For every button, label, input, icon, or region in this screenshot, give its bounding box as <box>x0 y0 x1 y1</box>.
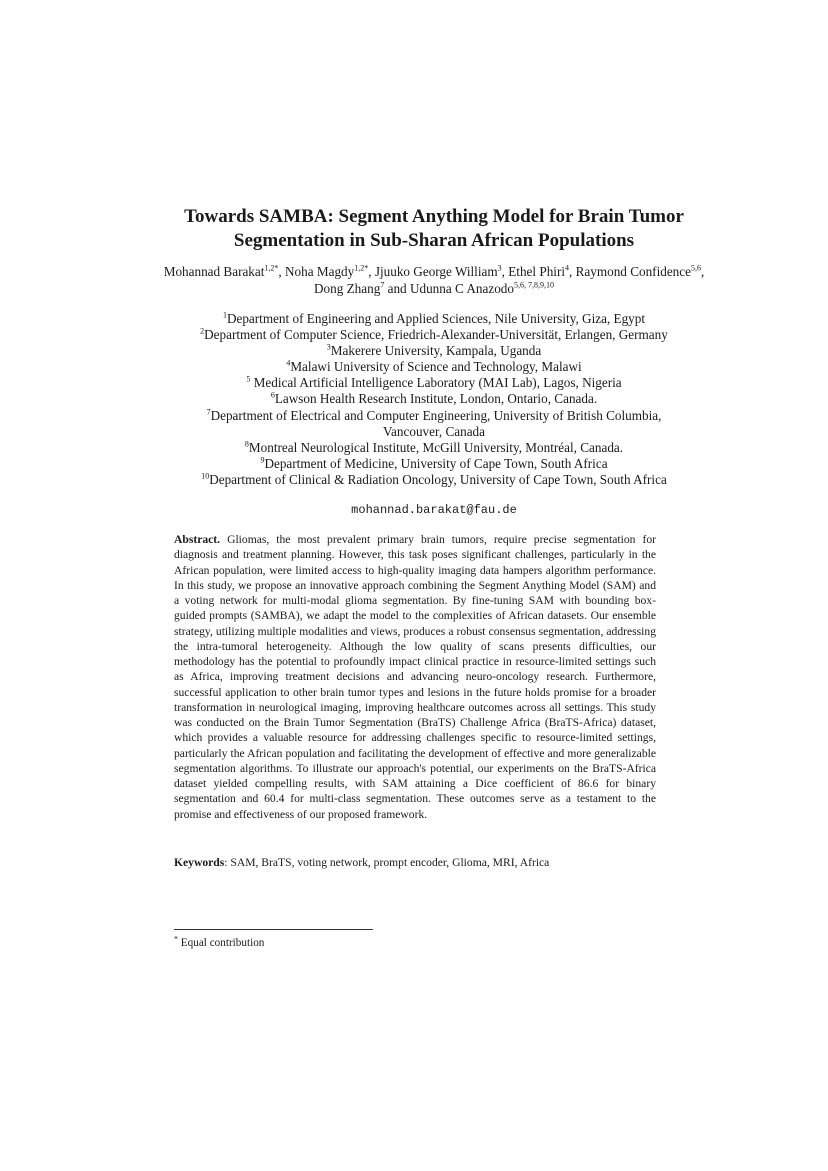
affiliation: $^4$Malawi University of Science and Technology, Malawi <box>286 358 582 375</box>
contact-email[interactable]: mohannad.barakat@fau.de <box>351 503 517 517</box>
keywords-text: : SAM, BraTS, voting network, prompt encoder, Glioma, MRI, Africa <box>224 856 550 869</box>
footnote-mark: * <box>174 934 178 944</box>
footnote-divider <box>174 929 373 930</box>
author-list <box>160 263 708 297</box>
footnote <box>174 936 264 950</box>
affiliation: $^5$ Medical Artificial Intelligence Laboratory (MAI Lab), Lagos, Nigeria <box>246 374 622 391</box>
affiliation: $^9$Department of Medicine, University of Cape Town, South Africa <box>260 455 608 471</box>
author: Dong Zhang$^7$ and <box>314 280 410 296</box>
author: Jjuuko George William$^3$, <box>374 263 509 279</box>
affiliation: $^7$Department of Electrical and Computer Engineering, University of British Columbia, <box>206 407 662 423</box>
abstract-text: Gliomas, the most prevalent primary brain tumors, require precise segmentation for diagnosis and treatment planning. However, this task poses significant challenges, particularly in the African population, were limited access to high-quality imaging data hampers algorithm performance. In this study, we propose an innovative approach combining the Segment Anything Model (SAM) and a voting network for multi-modal glioma segmentation. By fine-tuning SAM with bounding box-guided prompts (SAMBA), we adapt the model to the complexities of African datasets. Our ensemble strategy, utilizing multiple modalities and views, produces a robust consensus segmentation, addressing the intra-tumoral heterogeneity. Although the low quality of scans presents difficulties, our methodology has the potential to profoundly impact clinical practice in resource-limited settings such as Africa, improving treatment decisions and advancing neuro-oncology research. Furthermore, successful application to other brain tumor types and lesions in the future holds promise for a broader transformation in neurological imaging, improving healthcare outcomes across all settings. This study was conducted on the Brain Tumor Segmentation (BraTS) Challenge Africa (BraTS-Africa) dataset, which provides a valuable resource for addressing challenges specific to resource-limited settings, particularly the African population and facilitating the development of effective and more generalizable segmentation algorithms. To illustrate our approach's potential, our experiments on the BraTS-Africa dataset yielded compelling results, with SAM attaining a Dice coefficient of 86.6 for binary segmentation and 60.4 for multi-class segmentation. These outcomes serve as a testament to the promise and effectiveness of our proposed framework. <box>174 533 656 821</box>
footnote-text: Equal contribution <box>178 937 265 949</box>
affiliation: $^{10}$Department of Clinical & Radiation Oncology, University of Cape Town, South Africa <box>201 471 667 487</box>
author: Noha Magdy$^{1,2*}$, <box>285 263 375 279</box>
affiliation: $^3$Makerere University, Kampala, Uganda <box>326 342 542 359</box>
keywords-label: Keywords <box>174 856 225 869</box>
author: Udunna C Anazodo$^{5,6, 7,8,9,10}$ <box>409 280 554 296</box>
author: Raymond Confidence$^{5,6}$, <box>575 263 705 279</box>
keywords <box>174 855 656 870</box>
affiliation: Vancouver, Canada <box>383 423 485 439</box>
affiliation: $^1$Department of Engineering and Applied Sciences, Nile University, Giza, Egypt <box>222 310 646 326</box>
affiliation: $^6$Lawson Health Research Institute, London, Ontario, Canada. <box>270 391 598 407</box>
author: Ethel Phiri$^4$, <box>508 263 576 279</box>
title-line-2: Segmentation in Sub-Sharan African Populations <box>233 230 635 251</box>
affiliation: $^8$Montreal Neurological Institute, McGill University, Montréal, Canada. <box>244 439 624 455</box>
abstract-label: Abstract. <box>174 533 221 546</box>
author: Mohannad Barakat$^{1,2*}$, <box>163 263 286 279</box>
title-line-1: Towards SAMBA: Segment Anything Model for Brain Tumor <box>184 206 684 227</box>
paper-title <box>150 205 718 253</box>
abstract <box>174 532 656 822</box>
affiliation-list <box>150 311 718 488</box>
affiliation: $^2$Department of Computer Science, Friedrich-Alexander-Universität, Erlangen, Germany <box>200 326 668 343</box>
